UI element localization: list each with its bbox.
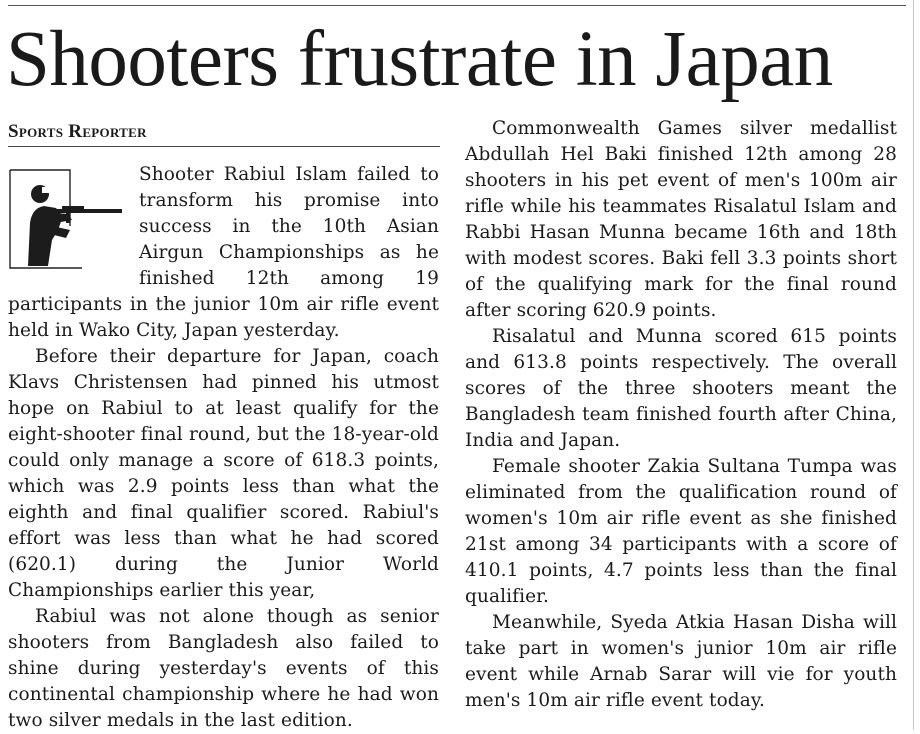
paragraph: Before their departure for Japan, coach Klavs Christensen had pinned his utmost hope on Rabiul to at least qualify for the eight-shooter final round, but the 18-year-old could only manage a score of 618.3 points, which was 2.9 points less than what the eighth and final qualifier scored. Rabiul's effort was less than what he had scored (620.1) during the Junior World Championships earlier this year, [8, 346, 439, 601]
headline: Shooters frustrate in Japan [6, 16, 833, 103]
byline-rule [8, 146, 440, 147]
right-column [465, 116, 897, 714]
paragraph: Risalatul and Munna scored 615 points and 613.8 points respectively. The overall scores of the three shooters meant the Bangladesh team finished fourth after China, India and Japan. [465, 326, 897, 451]
paragraph: Meanwhile, Syeda Atkia Hasan Disha will take part in women's junior 10m air rifle event while Arnab Sarar will vie for youth men's 10m air rifle event today. [465, 612, 897, 711]
top-rule [8, 5, 906, 6]
paragraph: Commonwealth Games silver medallist Abdullah Hel Baki finished 12th among 28 shooters in his pet event of men's 100m air rifle while his teammates Risalatul Islam and Rabbi Hasan Munna became 16th and 18th with modest scores. Baki fell 3.3 points short of the qualifying mark for the final round after scoring 620.9 points. [465, 118, 897, 321]
paragraph: Female shooter Zakia Sultana Tumpa was eliminated from the qualification round of women's 10m air rifle event as she finished 21st among 34 participants with a score of 410.1 points, 4.7 points less than the final qualifier. [465, 456, 897, 607]
left-column [8, 162, 439, 734]
column-edge-rule [913, 0, 914, 730]
paragraph: Shooter Rabiul Islam failed to transform his promise into success in the 10th Asian Airgun Championships as he finished 12th among 19 participants in the junior 10m air rifle event held in Wako City, Japan yesterday. [8, 164, 439, 341]
shooter-icon [8, 168, 125, 270]
paragraph: Rabiul was not alone though as senior shooters from Bangladesh also failed to shine during yesterday's events of this continental championship where he had won two silver medals in the last edition. [8, 606, 439, 731]
byline: Sports Reporter [8, 121, 147, 142]
